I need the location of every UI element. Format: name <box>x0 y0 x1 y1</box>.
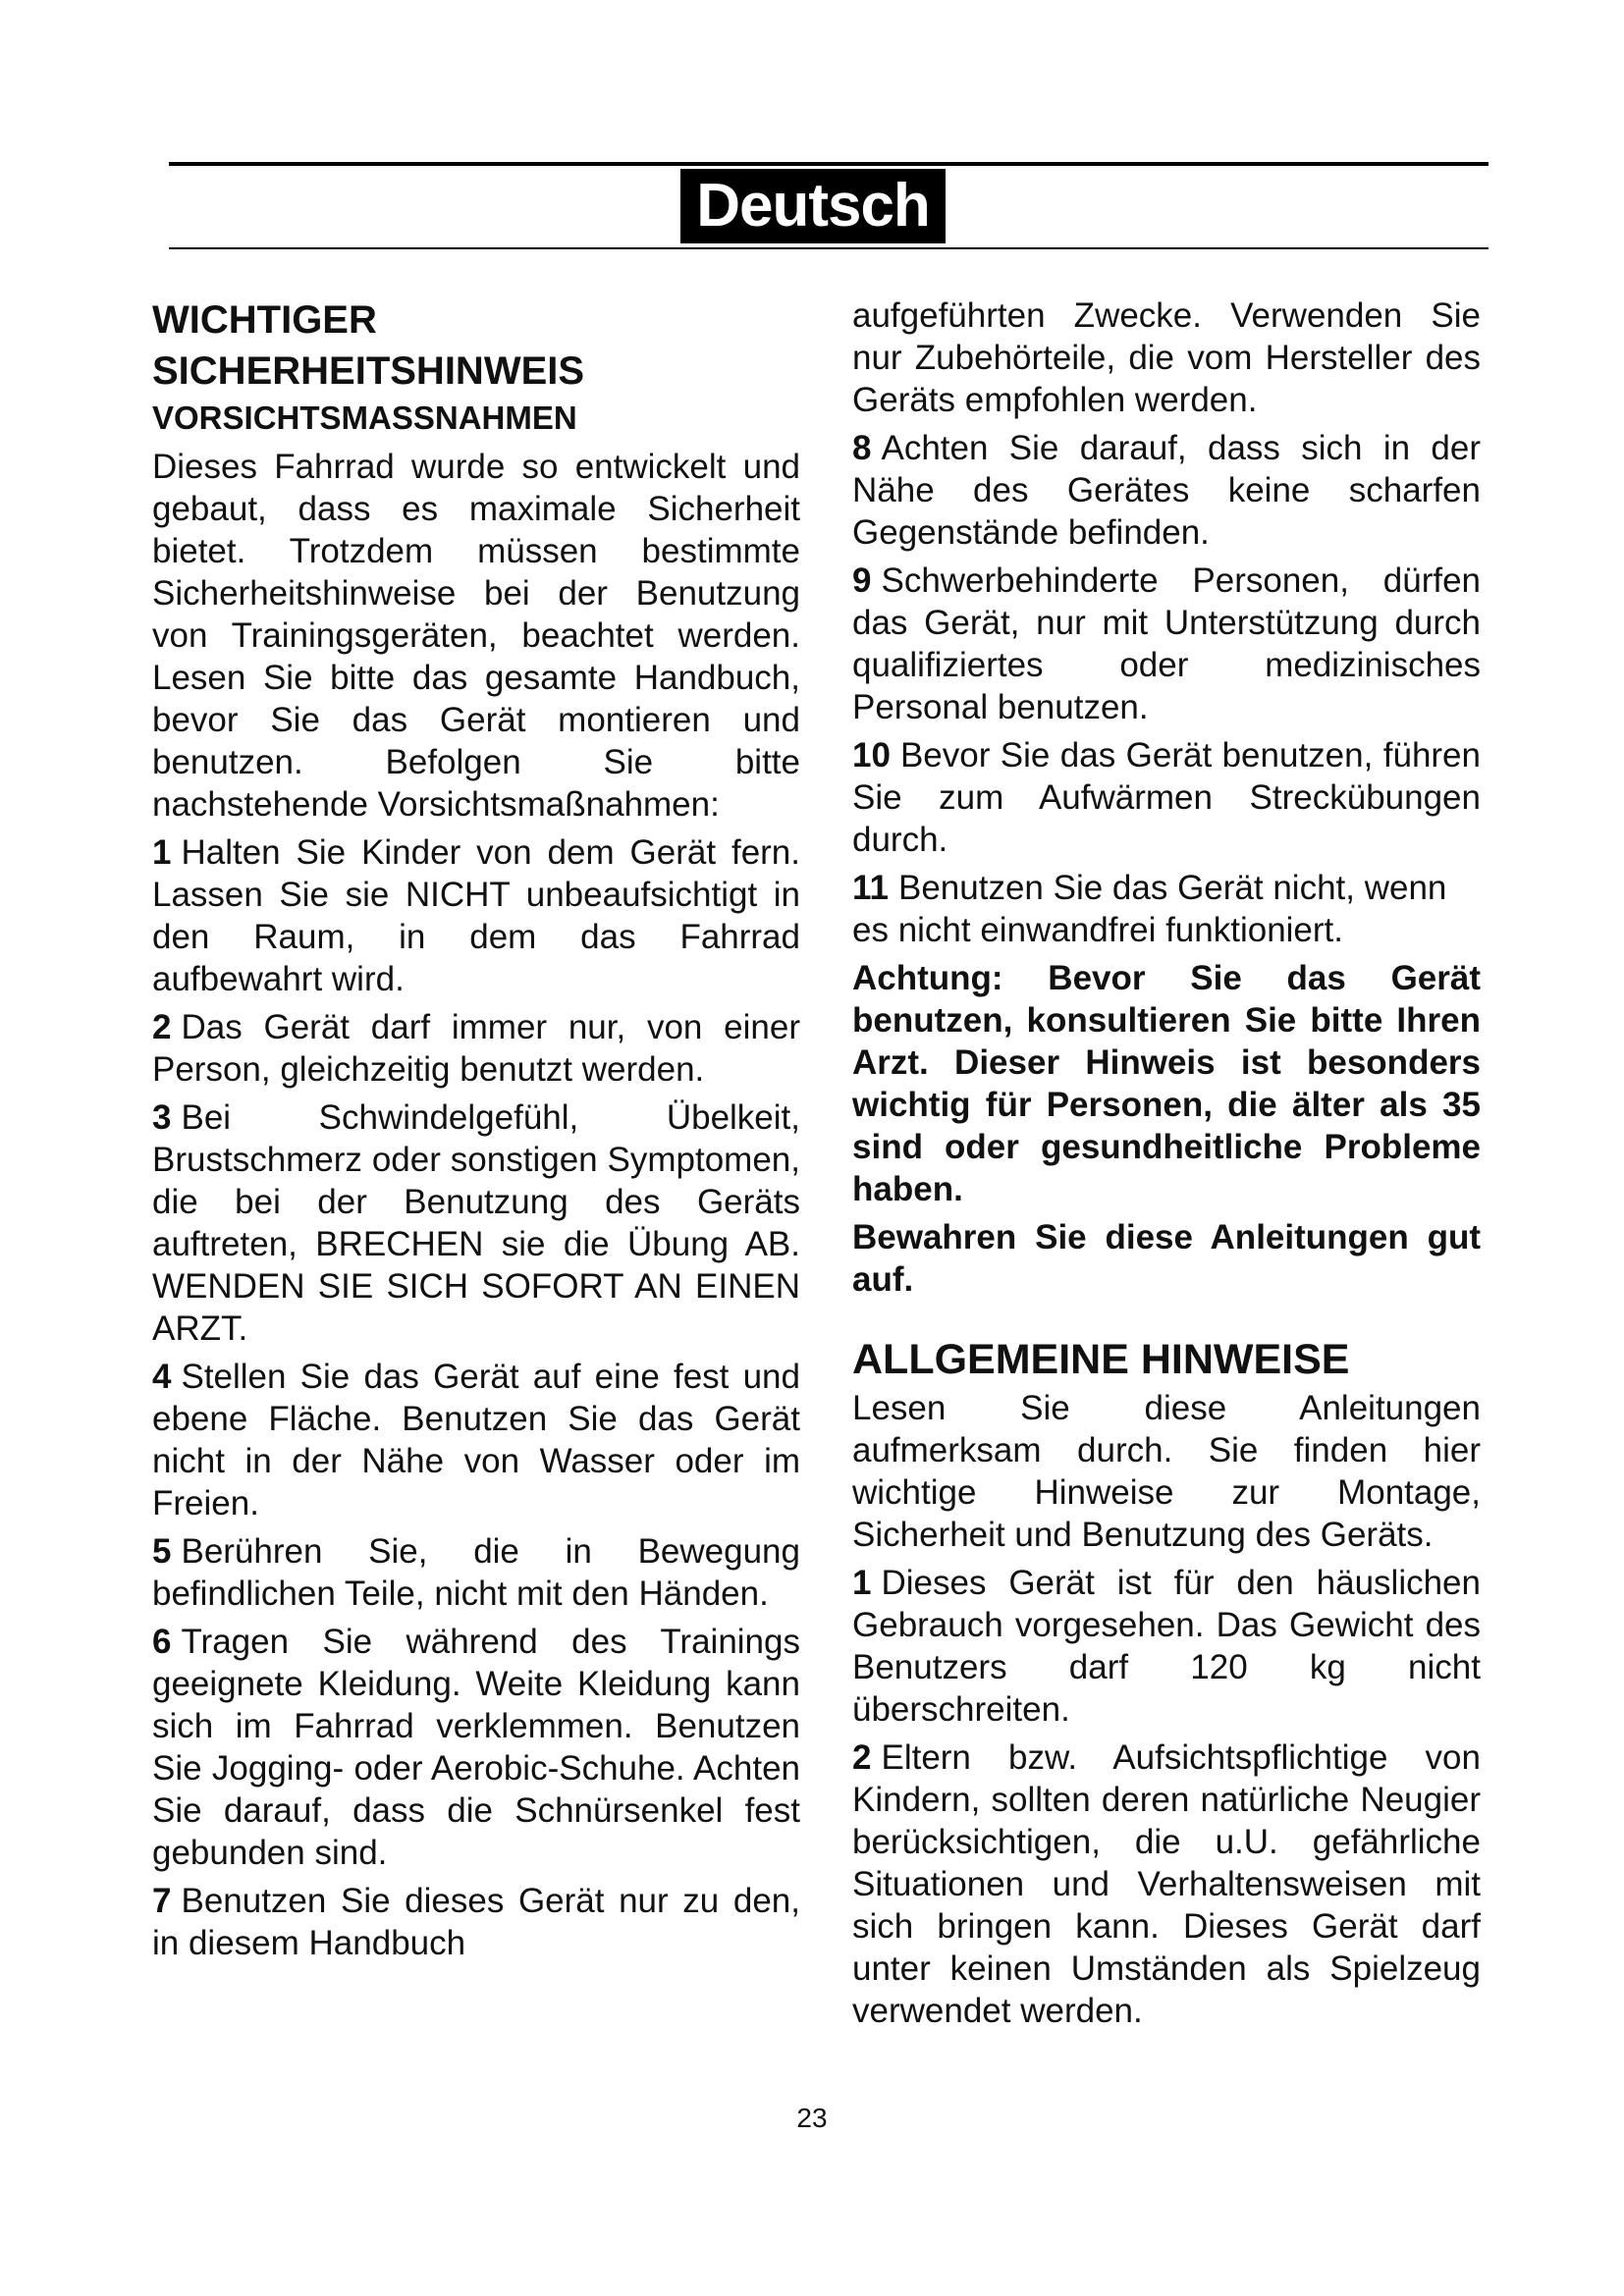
safety-intro: Dieses Fahrrad wurde so entwickelt und gebaut, dass es maximale Sicherheit bietet. Trotzdem müssen bestimmte Sicherheitshinweise bei der Benutzung von Trainingsgeräten, beachtet werden. Lesen Sie bitte das gesamte Handbuch, bevor Sie das Gerät montieren und benutzen. Befolgen Sie bitte nachstehende Vorsichtsmaßnahmen: <box>152 448 800 824</box>
page-number: 23 <box>796 2103 828 2133</box>
safety-item: 5 Berühren Sie, die in Bewegung befindlichen Teile, nicht mit den Händen. <box>152 1532 800 1613</box>
safety-item: 10 Bevor Sie das Gerät benutzen, führen Sie zum Aufwärmen Streckübungen durch. <box>852 736 1481 859</box>
left-column <box>152 294 800 1970</box>
keep-instructions-note: Bewahren Sie diese Anleitungen gut auf. <box>852 1218 1481 1299</box>
doctor-warning: Achtung: Bevor Sie das Gerät benutzen, konsultieren Sie bitte Ihren Arzt. Dieser Hinweis ist besonders wichtig für Personen, die älter als 35 sind oder gesundheitliche Probleme haben. <box>852 959 1481 1208</box>
general-notes-intro: Lesen Sie diese Anleitungen aufmerksam durch. Sie finden hier wichtige Hinweise zur Montage, Sicherheit und Benutzung des Geräts. <box>852 1389 1481 1554</box>
safety-item: 7 Benutzen Sie dieses Gerät nur zu den, in diesem Handbuch <box>152 1882 800 1962</box>
safety-item: 3 Bei Schwindelgefühl, Übelkeit, Brustschmerz oder sonstigen Symptomen, die bei der Benutzung des Geräts auftreten, BRECHEN sie die Übung AB. WENDEN SIE SICH SOFORT AN EINEN ARZT. <box>152 1098 800 1348</box>
safety-title: WICHTIGER SICHERHEITSHINWEIS <box>152 298 585 393</box>
safety-item: 11 Benutzen Sie das Gerät nicht, wenn es nicht einwandfrei funktioniert. <box>852 869 1447 949</box>
safety-item: 8 Achten Sie darauf, dass sich in der Nähe des Gerätes keine scharfen Gegenstände befinden. <box>852 429 1481 552</box>
header-rule-top <box>169 162 1489 166</box>
general-notes-title: ALLGEMEINE HINWEISE <box>852 1336 1350 1383</box>
safety-item: 6 Tragen Sie während des Trainings geeignete Kleidung. Weite Kleidung kann sich im Fahrrad verklemmen. Benutzen Sie Jogging- oder Aerobic-Schuhe. Achten Sie darauf, dass die Schnürsenkel fest gebunden sind. <box>152 1623 800 1872</box>
precautions-subtitle: VORSICHTSMASSNAHMEN <box>152 400 577 436</box>
safety-item: 9 Schwerbehinderte Personen, dürfen das Gerät, nur mit Unterstützung durch qualifiziertes oder medizinisches Personal benutzen. <box>852 561 1481 726</box>
safety-item: 1 Halten Sie Kinder von dem Gerät fern. Lassen Sie sie NICHT unbeaufsichtigt in den Raum, in dem das Fahrrad aufbewahrt wird. <box>152 833 800 998</box>
right-column <box>852 294 1481 2038</box>
safety-item: 4 Stellen Sie das Gerät auf eine fest und ebene Fläche. Benutzen Sie das Gerät nicht in der Nähe von Wasser oder im Freien. <box>152 1358 800 1522</box>
general-item: 1 Dieses Gerät ist für den häuslichen Gebrauch vorgesehen. Das Gewicht des Benutzers darf 120 kg nicht überschreiten. <box>852 1564 1481 1729</box>
language-banner: Deutsch <box>680 169 946 243</box>
safety-item: 2 Das Gerät darf immer nur, von einer Person, gleichzeitig benutzt werden. <box>152 1008 800 1089</box>
general-item: 2 Eltern bzw. Aufsichtspflichtige von Kindern, sollten deren natürliche Neugier berücksichtigen, die u.U. gefährliche Situationen und Verhaltensweisen mit sich bringen kann. Dieses Gerät darf unter keinen Umständen als Spielzeug verwendet werden. <box>852 1738 1481 2030</box>
item-7-continuation: aufgeführten Zwecke. Verwenden Sie nur Zubehörteile, die vom Hersteller des Geräts empfohlen werden. <box>852 296 1481 419</box>
header-rule-bottom <box>169 247 1489 249</box>
